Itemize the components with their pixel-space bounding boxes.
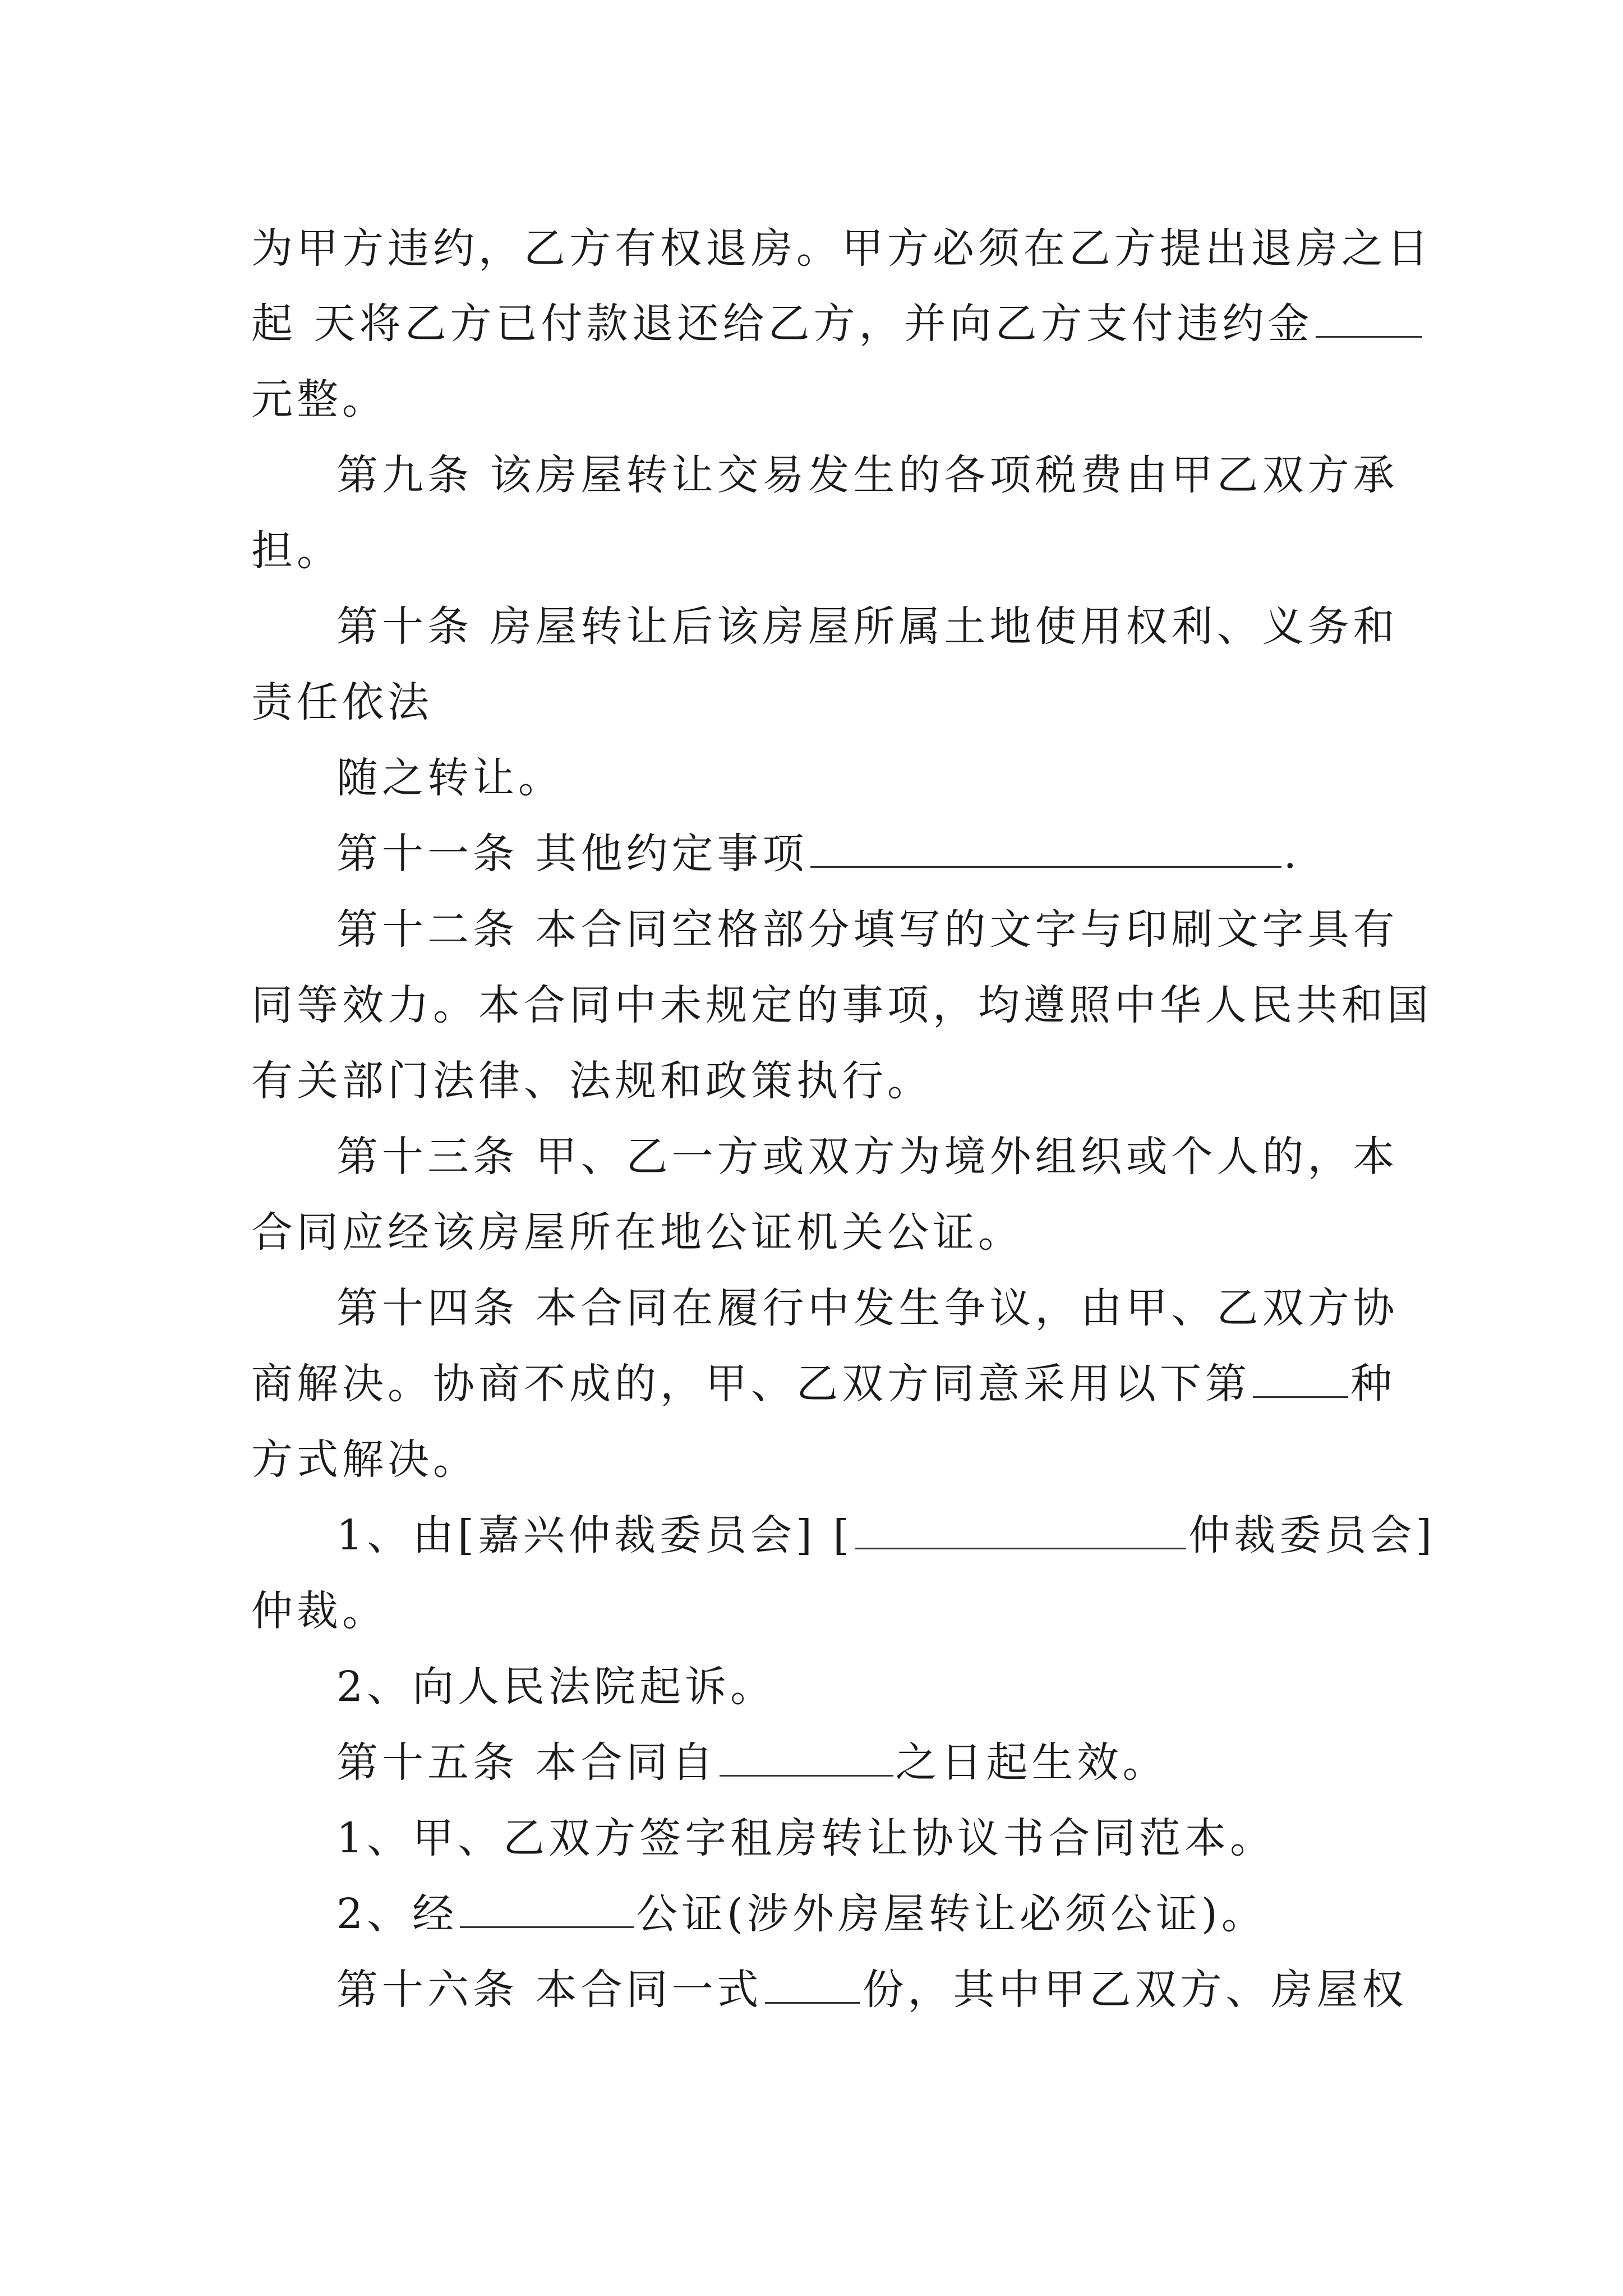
text-line xyxy=(336,750,1391,806)
text-line xyxy=(251,1583,1390,1639)
text-segment: 元整。 xyxy=(251,375,388,424)
list-item xyxy=(336,1507,1436,1563)
text-line xyxy=(251,674,1390,730)
fill-in-blank xyxy=(1316,302,1422,338)
text-segment: 第十六条 本合同一式 xyxy=(336,1966,763,2014)
text-segment: 第十二条 本合同空格部分填写的文字与印刷文字具有 xyxy=(336,905,1399,954)
text-line xyxy=(251,1204,1390,1260)
article-heading-10 xyxy=(336,599,1399,655)
article-heading-16 xyxy=(336,1962,1408,2018)
text-line xyxy=(251,371,1390,427)
text-segment: 公证(涉外房屋转让必须公证)。 xyxy=(636,1890,1267,1938)
list-item xyxy=(336,1886,1391,1942)
text-segment: 合同应经该房屋所在地公证机关公证。 xyxy=(251,1208,1023,1257)
text-segment: 第十五条 本合同自 xyxy=(336,1738,717,1787)
text-line xyxy=(251,1356,1396,1412)
text-segment: . xyxy=(1283,830,1301,878)
text-segment: 起 天将乙方已付款退还给乙方，并向乙方支付违约金 xyxy=(251,300,1313,348)
text-segment: 随之转让。 xyxy=(336,754,564,802)
text-segment: 第十条 房屋转让后该房屋所属土地使用权利、义务和 xyxy=(336,602,1399,651)
text-segment: 同等效力。本合同中未规定的事项，均遵照中华人民共和国 xyxy=(251,981,1432,1029)
fill-in-blank xyxy=(855,1514,1186,1549)
text-line xyxy=(251,1053,1390,1109)
fill-in-blank xyxy=(720,1741,893,1777)
text-segment: 第十一条 其他约定事项 xyxy=(336,830,808,878)
article-heading-9 xyxy=(336,447,1399,503)
text-line xyxy=(251,1432,1390,1488)
fill-in-blank xyxy=(460,1893,634,1928)
text-segment: 份，其中甲乙双方、房屋权 xyxy=(862,1966,1408,2014)
text-segment: 2、经 xyxy=(336,1890,458,1938)
text-segment: 第九条 该房屋转让交易发生的各项税费由甲乙双方承 xyxy=(336,451,1399,499)
fill-in-blank xyxy=(765,1968,860,2004)
list-item xyxy=(336,1659,1391,1715)
text-segment: 种 xyxy=(1350,1360,1396,1408)
text-line xyxy=(251,977,1432,1033)
fill-in-blank xyxy=(810,832,1281,868)
text-line xyxy=(251,523,1390,579)
text-line xyxy=(251,296,1390,352)
text-segment: 有关部门法律、法规和政策执行。 xyxy=(251,1057,933,1105)
text-segment: 仲裁委员会] xyxy=(1188,1511,1436,1559)
text-segment: 第十三条 甲、乙一方或双方为境外组织或个人的，本 xyxy=(336,1133,1399,1181)
text-segment: 第十四条 本合同在履行中发生争议，由甲、乙双方协 xyxy=(336,1284,1399,1332)
text-line xyxy=(251,220,1432,277)
text-segment: 之日起生效。 xyxy=(895,1738,1168,1787)
article-heading-11 xyxy=(336,826,1391,882)
text-segment: 担。 xyxy=(251,527,342,575)
article-heading-15 xyxy=(336,1734,1391,1791)
text-segment: 责任依法 xyxy=(251,678,433,726)
text-segment: 2、向人民法院起诉。 xyxy=(336,1663,776,1711)
list-item xyxy=(336,1810,1391,1866)
text-segment: 1、由[嘉兴仲裁委员会] [ xyxy=(336,1511,854,1559)
article-heading-13 xyxy=(336,1129,1399,1185)
text-segment: 方式解决。 xyxy=(251,1435,478,1484)
text-segment: 为甲方违约，乙方有权退房。甲方必须在乙方提出退房之日 xyxy=(251,224,1432,273)
text-segment: 1、甲、乙双方签字租房转让协议书合同范本。 xyxy=(336,1814,1276,1862)
article-heading-14 xyxy=(336,1280,1399,1336)
text-segment: 商解决。协商不成的，甲、乙双方同意采用以下第 xyxy=(251,1360,1251,1408)
text-segment: 仲裁。 xyxy=(251,1587,388,1635)
article-heading-12 xyxy=(336,901,1399,958)
fill-in-blank xyxy=(1253,1363,1348,1398)
